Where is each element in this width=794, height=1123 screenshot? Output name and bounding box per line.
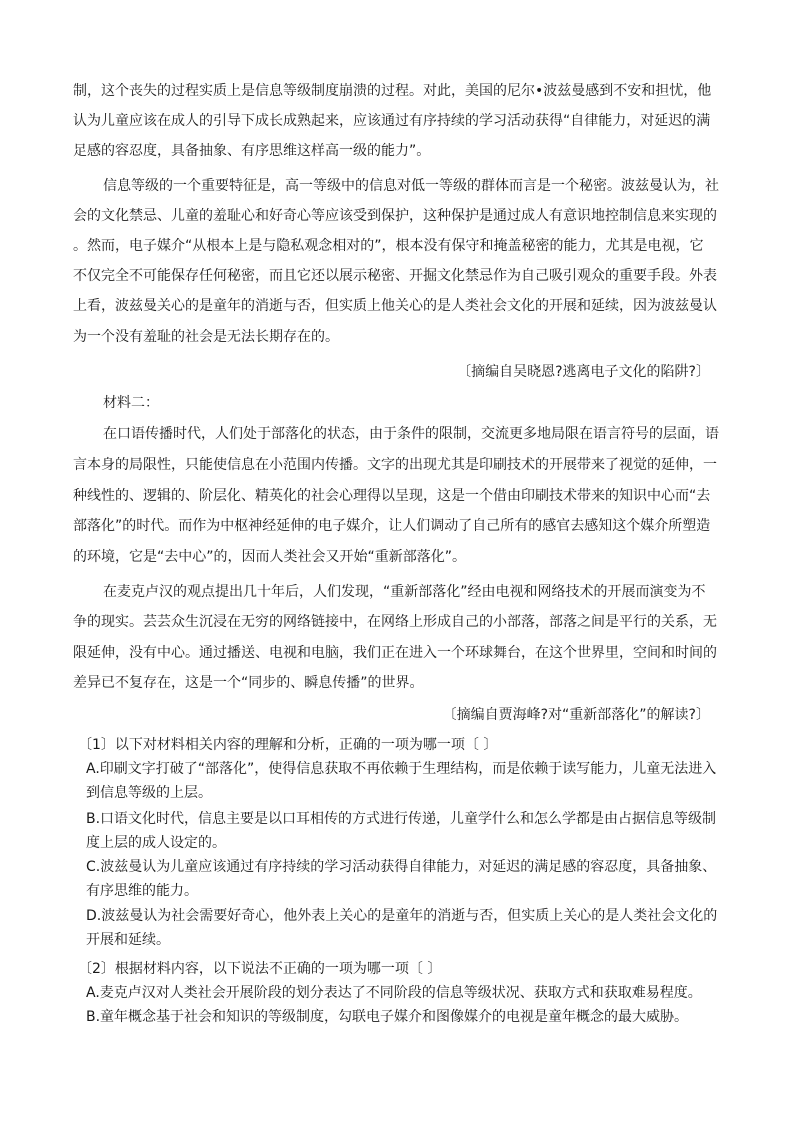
option-line: A.印刷文字打破了“部落化”，使得信息获取不再依赖于生理结构，而是依赖于读写能力，儿童无法进入 bbox=[86, 761, 717, 777]
option-line: B.口语文化时代，信息主要是以口耳相传的方式进行传递，儿童学什么和怎么学都是由占据信息等级制 bbox=[86, 811, 717, 827]
paragraph-line: 。然而，电子媒介“从根本上是与隐私观念相对的”，根本没有保守和掩盖秘密的能力，尤其是电视，它 bbox=[73, 238, 704, 254]
paragraph-line: 为一个没有羞耻的社会是无法长期存在的。 bbox=[73, 329, 339, 345]
paragraph-line: 限延伸，没有中心。通过播送、电视和电脑，我们正在进入一个环球舞台，在这个世界里，空间和时间的 bbox=[73, 645, 717, 661]
paragraph-line: 上看，波兹曼关心的是童年的消逝与否，但实质上他关心的是人类社会文化的开展和延续，因为波兹曼认 bbox=[73, 298, 717, 314]
option-line: 有序思维的能力。 bbox=[86, 883, 198, 899]
question-stem: 〔1〕以下对材料相关内容的理解和分析，正确的一项为哪一项〔 〕 bbox=[78, 737, 498, 753]
paragraph-line: 制，这个丧失的过程实质上是信息等级制度崩溃的过程。对此，美国的尼尔•波兹曼感到不安和担忧，他 bbox=[73, 83, 712, 99]
paragraph-line: 认为儿童应该在成人的引导下成长成熟起来，应该通过有序持续的学习活动获得“自律能力，对延迟的满 bbox=[73, 113, 711, 129]
paragraph-line: 争的现实。芸芸众生沉浸在无穷的网络链接中，在网络上形成自己的小部落，部落之间是平行的关系，无 bbox=[73, 614, 717, 630]
paragraph-line: 种线性的、逻辑的、阶层化、精英化的社会心理得以呈现，这是一个借由印刷技术带来的知识中心而“去 bbox=[73, 488, 711, 504]
option-line: A.麦克卢汉对人类社会开展阶段的划分表达了不同阶段的信息等级状况、获取方式和获取难易程度。 bbox=[86, 985, 702, 1001]
option-line: 开展和延续。 bbox=[86, 932, 170, 948]
paragraph-first-line: 材料二： bbox=[103, 395, 159, 411]
paragraph-line: 部落化”的时代。而作为中枢神经延伸的电子媒介，让人们调动了自己所有的感官去感知这个媒介所塑造 bbox=[73, 518, 711, 534]
paragraph-line: 的环境，它是“去中心”的，因而人类社会又开始“重新部落化”。 bbox=[73, 549, 467, 565]
paragraph-line: 差异已不复存在，这是一个“同步的、瞬息传播”的世界。 bbox=[73, 675, 424, 691]
paragraph-first-line: 信息等级的一个重要特征是，高一等级中的信息对低一等级的群体而言是一个秘密。波兹曼认为，社 bbox=[103, 178, 719, 194]
paragraph-first-line: 在麦克卢汉的观点提出几十年后，人们发现，“重新部落化”经由电视和网络技术的开展而演变为不 bbox=[103, 584, 706, 600]
paragraph-line: 会的文化禁忌、儿童的羞耻心和好奇心等应该受到保护，这种保护是通过成人有意识地控制信息来实现的 bbox=[73, 208, 717, 224]
paragraph-line: 足感的容忍度，具备抽象、有序思维这样高一级的能力”。 bbox=[73, 143, 431, 159]
option-line: D.波兹曼认为社会需要好奇心，他外表上关心的是童年的消逝与否，但实质上关心的是人类社会文化的 bbox=[86, 908, 718, 924]
paragraph-first-line: 在口语传播时代，人们处于部落化的状态，由于条件的限制，交流更多地局限在语言符号的层面，语 bbox=[103, 426, 719, 442]
source-citation: 〔摘编自吴晓恩?逃离电子文化的陷阱?〕 bbox=[457, 364, 710, 380]
option-line: B.童年概念基于社会和知识的等级制度，勾联电子媒介和图像媒介的电视是童年概念的最大威胁。 bbox=[86, 1009, 689, 1025]
question-stem: 〔2〕根据材料内容，以下说法不正确的一项为哪一项〔 〕 bbox=[78, 961, 442, 977]
source-citation: 〔摘编自贾海峰?对“重新部落化”的解读?〕 bbox=[442, 707, 710, 723]
paragraph-line: 不仅完全不可能保存任何秘密，而且它还以展示秘密、开掘文化禁忌作为自己吸引观众的重要手段。外表 bbox=[73, 268, 717, 284]
option-line: 度上层的成人设定的。 bbox=[86, 835, 226, 851]
option-line: 到信息等级的上层。 bbox=[86, 785, 212, 801]
option-line: C.波兹曼认为儿童应该通过有序持续的学习活动获得自律能力，对延迟的满足感的容忍度，具备抽象、 bbox=[86, 859, 717, 875]
paragraph-line: 言本身的局限性，只能使信息在小范围内传播。文字的出现尤其是印刷技术的开展带来了视觉的延伸，一 bbox=[73, 457, 717, 473]
